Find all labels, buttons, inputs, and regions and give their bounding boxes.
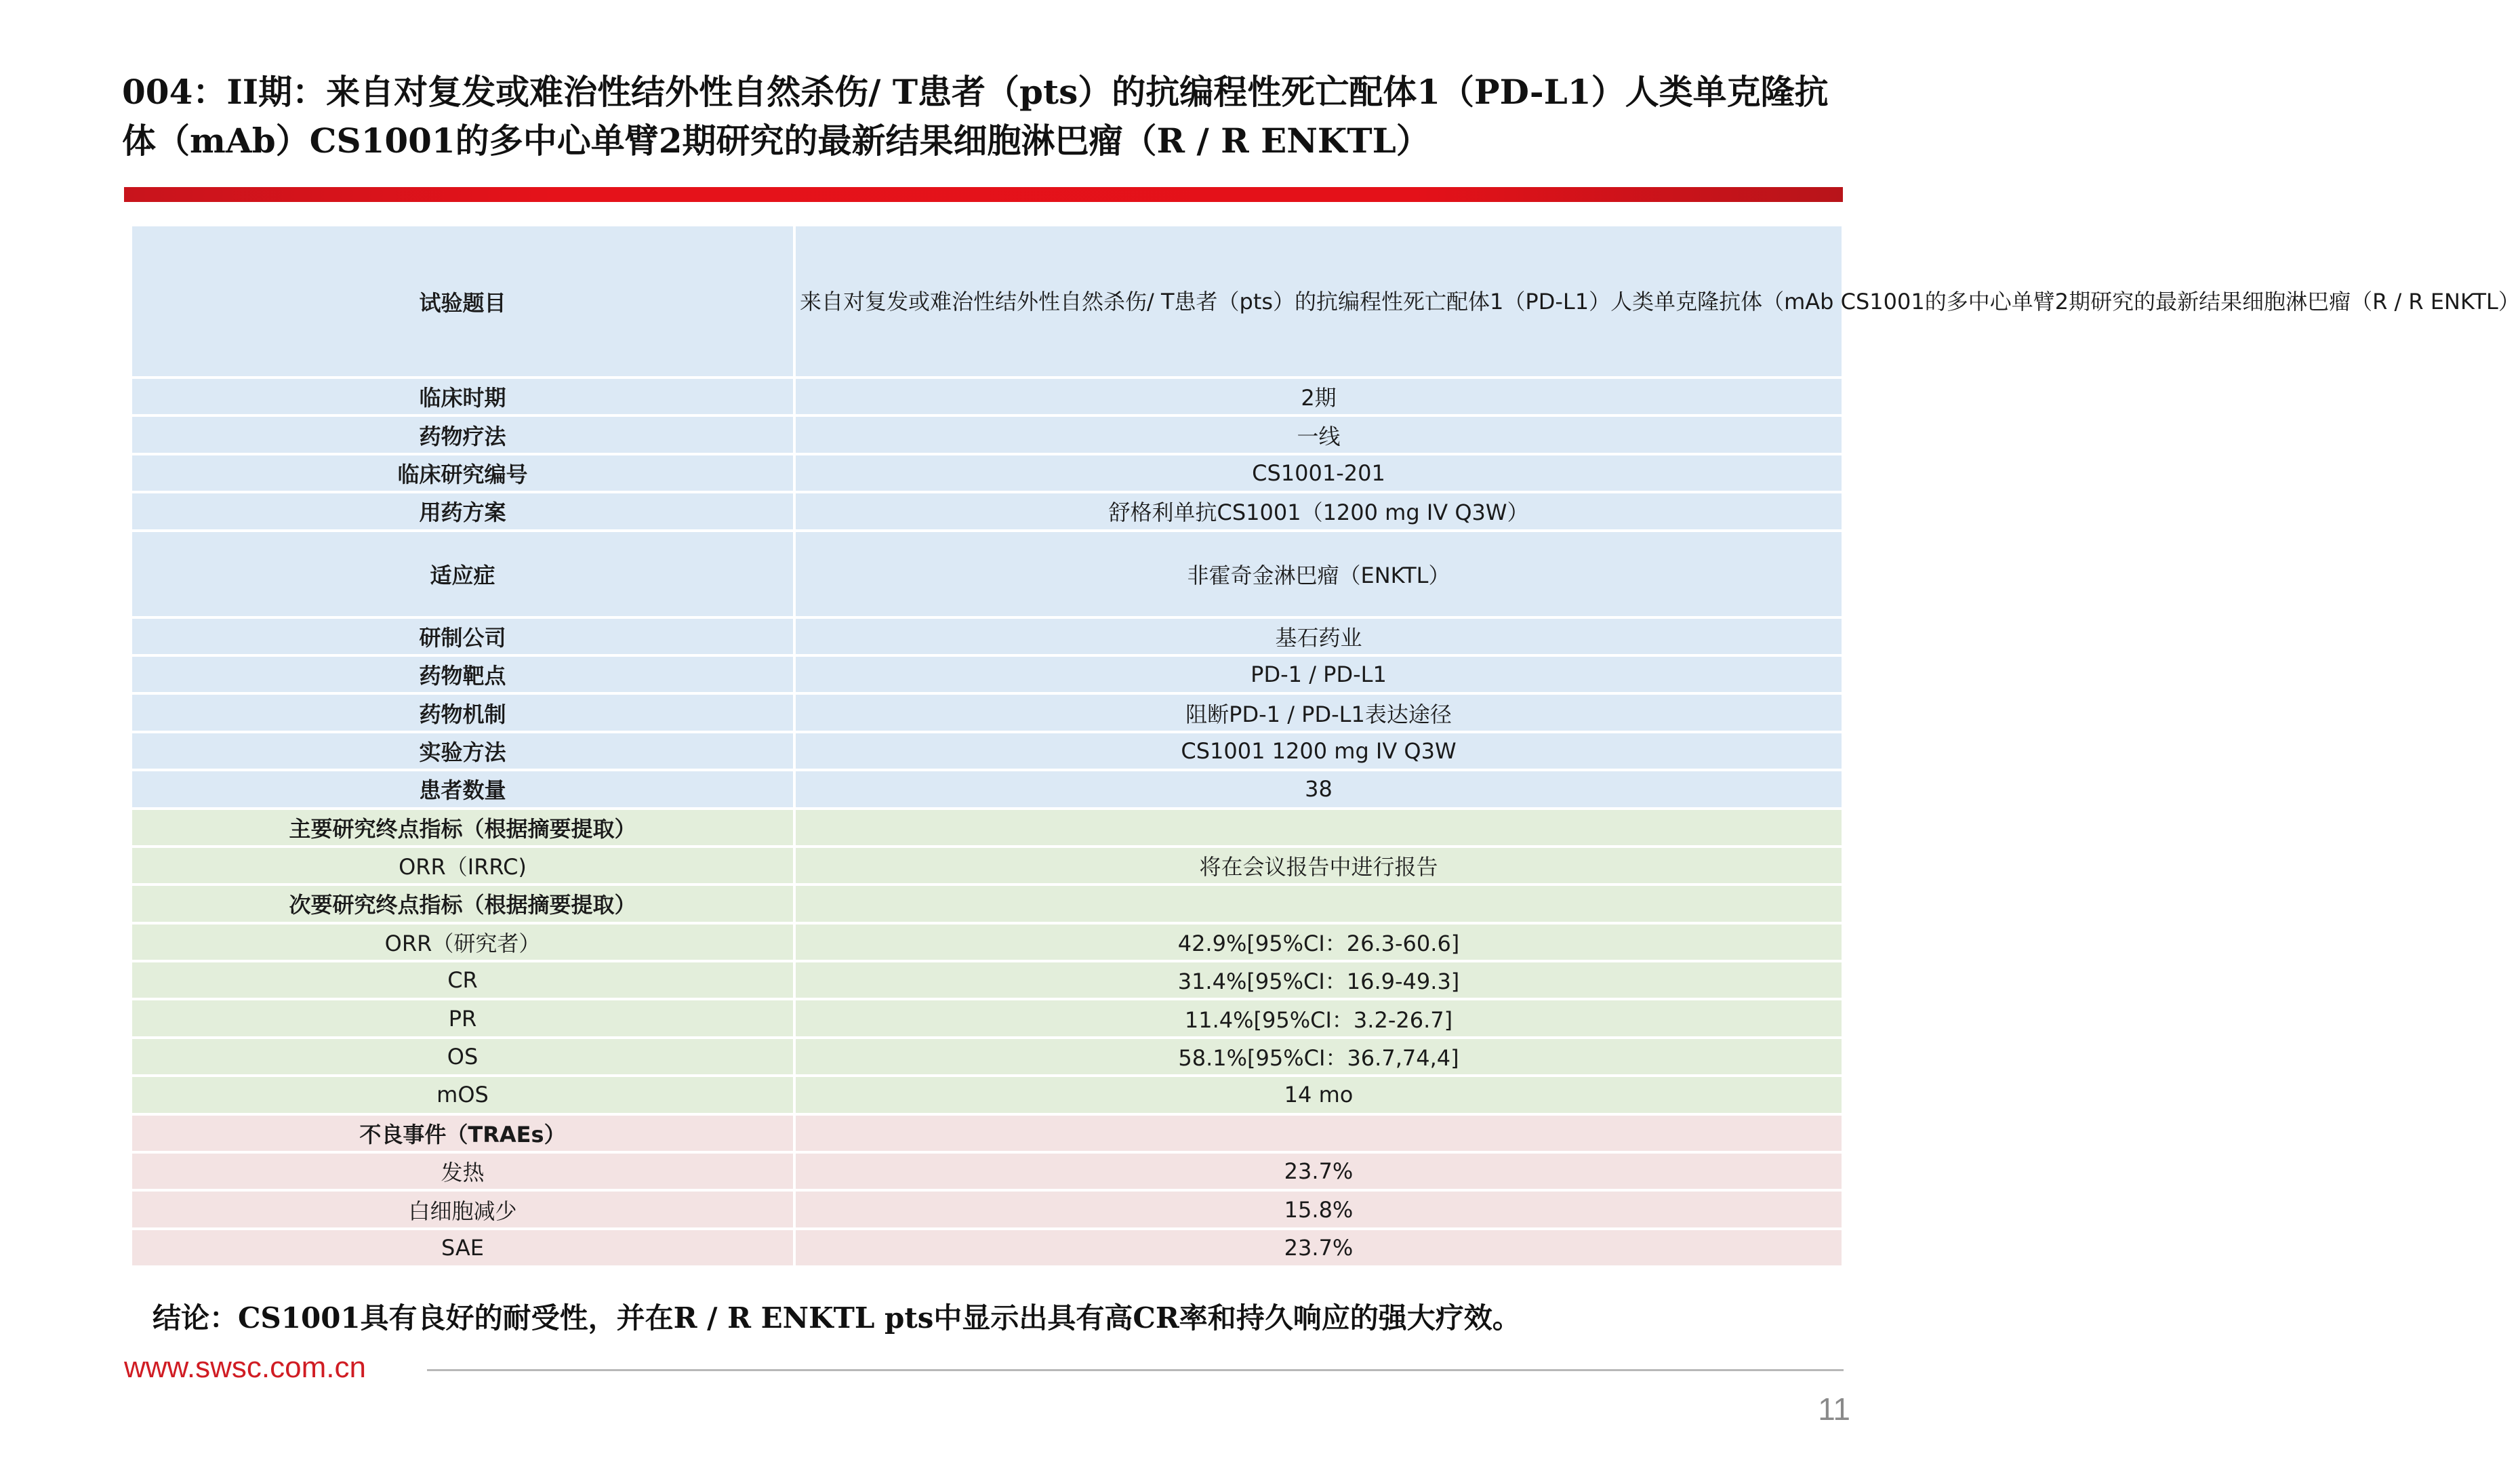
- row-label: CR: [132, 961, 794, 999]
- table-row: [132, 770, 1842, 808]
- row-label: 发热: [132, 1152, 794, 1190]
- row-label: OS: [132, 1038, 794, 1076]
- table-section-header: [132, 1114, 1842, 1152]
- row-label: 药物靶点: [132, 655, 794, 693]
- table-row: [132, 225, 1842, 378]
- row-value: 2期: [794, 378, 1842, 415]
- row-label: mOS: [132, 1076, 794, 1114]
- row-value: 23.7%: [794, 1229, 1842, 1267]
- row-label: 临床研究编号: [132, 454, 794, 492]
- row-value: 15.8%: [794, 1190, 1842, 1228]
- row-label: 用药方案: [132, 492, 794, 530]
- row-value: 38: [794, 770, 1842, 808]
- row-value: CS1001 1200 mg IV Q3W: [794, 732, 1842, 770]
- page-number: 11: [1818, 1391, 1850, 1427]
- row-value: 14 mo: [794, 1076, 1842, 1114]
- table-row: [132, 1038, 1842, 1076]
- table-row: [132, 732, 1842, 770]
- title-divider-bar: [124, 187, 1843, 202]
- row-label: SAE: [132, 1229, 794, 1267]
- row-value: 58.1%[95%CI：36.7,74,4]: [794, 1038, 1842, 1076]
- table-row: [132, 617, 1842, 655]
- section-label-adverse-events: 不良事件（TRAEs）: [132, 1114, 794, 1152]
- table-section-header: [132, 884, 1842, 922]
- row-value: 42.9%[95%CI：26.3-60.6]: [794, 923, 1842, 961]
- row-value: CS1001-201: [794, 454, 1842, 492]
- table-row: [132, 923, 1842, 961]
- table-section-header: [132, 809, 1842, 847]
- row-value: [794, 884, 1842, 922]
- row-value: 11.4%[95%CI：3.2-26.7]: [794, 999, 1842, 1037]
- row-value: PD-1 / PD-L1: [794, 655, 1842, 693]
- trial-summary-table: [132, 224, 2520, 1268]
- table-row: [132, 415, 1842, 453]
- row-label: 白细胞减少: [132, 1190, 794, 1228]
- table-row: [132, 1076, 1842, 1114]
- row-value: 舒格利单抗CS1001（1200 mg IV Q3W）: [794, 492, 1842, 530]
- table-row: [132, 1190, 1842, 1228]
- table-row: [132, 492, 1842, 530]
- footer-divider: [427, 1369, 1844, 1371]
- row-label: ORR（IRRC): [132, 847, 794, 884]
- table-row: [132, 378, 1842, 415]
- table-row: [132, 655, 1842, 693]
- row-value: 非霍奇金淋巴瘤（ENKTL）: [794, 531, 1842, 617]
- row-label: 药物疗法: [132, 415, 794, 453]
- row-label: PR: [132, 999, 794, 1037]
- table-row: [132, 999, 1842, 1037]
- page-title: 004：II期：来自对复发或难治性结外性自然杀伤/ T患者（pts）的抗编程性死亡配体1（PD-L1）人类单克隆抗体（mAb）CS1001的多中心单臂2期研究的最新结果细胞淋巴瘤（R / R ENKTL）: [122, 72, 1829, 161]
- row-value: 一线: [794, 415, 1842, 453]
- row-value: [794, 809, 1842, 847]
- table-row: [132, 1229, 1842, 1267]
- row-value: 基石药业: [794, 617, 1842, 655]
- table-row: [132, 454, 1842, 492]
- row-label: 实验方法: [132, 732, 794, 770]
- row-value: 31.4%[95%CI：16.9-49.3]: [794, 961, 1842, 999]
- row-value: 阻断PD-1 / PD-L1表达途径: [794, 693, 1842, 731]
- table-row: [132, 847, 1842, 884]
- row-label: 药物机制: [132, 693, 794, 731]
- table-row: [132, 961, 1842, 999]
- table-row: [132, 693, 1842, 731]
- row-value: [794, 1114, 1842, 1152]
- row-label: 适应症: [132, 531, 794, 617]
- row-label: 试验题目: [132, 225, 794, 378]
- section-label-primary-endpoints: 主要研究终点指标（根据摘要提取）: [132, 809, 794, 847]
- footer-url-link[interactable]: www.swsc.com.cn: [124, 1351, 366, 1384]
- section-label-secondary-endpoints: 次要研究终点指标（根据摘要提取）: [132, 884, 794, 922]
- table-row: [132, 1152, 1842, 1190]
- row-label: 患者数量: [132, 770, 794, 808]
- row-label: 临床时期: [132, 378, 794, 415]
- row-value: 来自对复发或难治性结外性自然杀伤/ T患者（pts）的抗编程性死亡配体1（PD-L1）人类单克隆抗体（mAb CS1001的多中心单臂2期研究的最新结果细胞淋巴瘤（R / R ENKTL）: [794, 225, 1842, 378]
- row-label: 研制公司: [132, 617, 794, 655]
- row-value: 23.7%: [794, 1152, 1842, 1190]
- row-label: ORR（研究者）: [132, 923, 794, 961]
- row-value: 将在会议报告中进行报告: [794, 847, 1842, 884]
- table-row: [132, 531, 1842, 617]
- conclusion-text: 结论：CS1001具有良好的耐受性，并在R / R ENKTL pts中显示出具有高CR率和持久响应的强大疗效。: [153, 1301, 1521, 1335]
